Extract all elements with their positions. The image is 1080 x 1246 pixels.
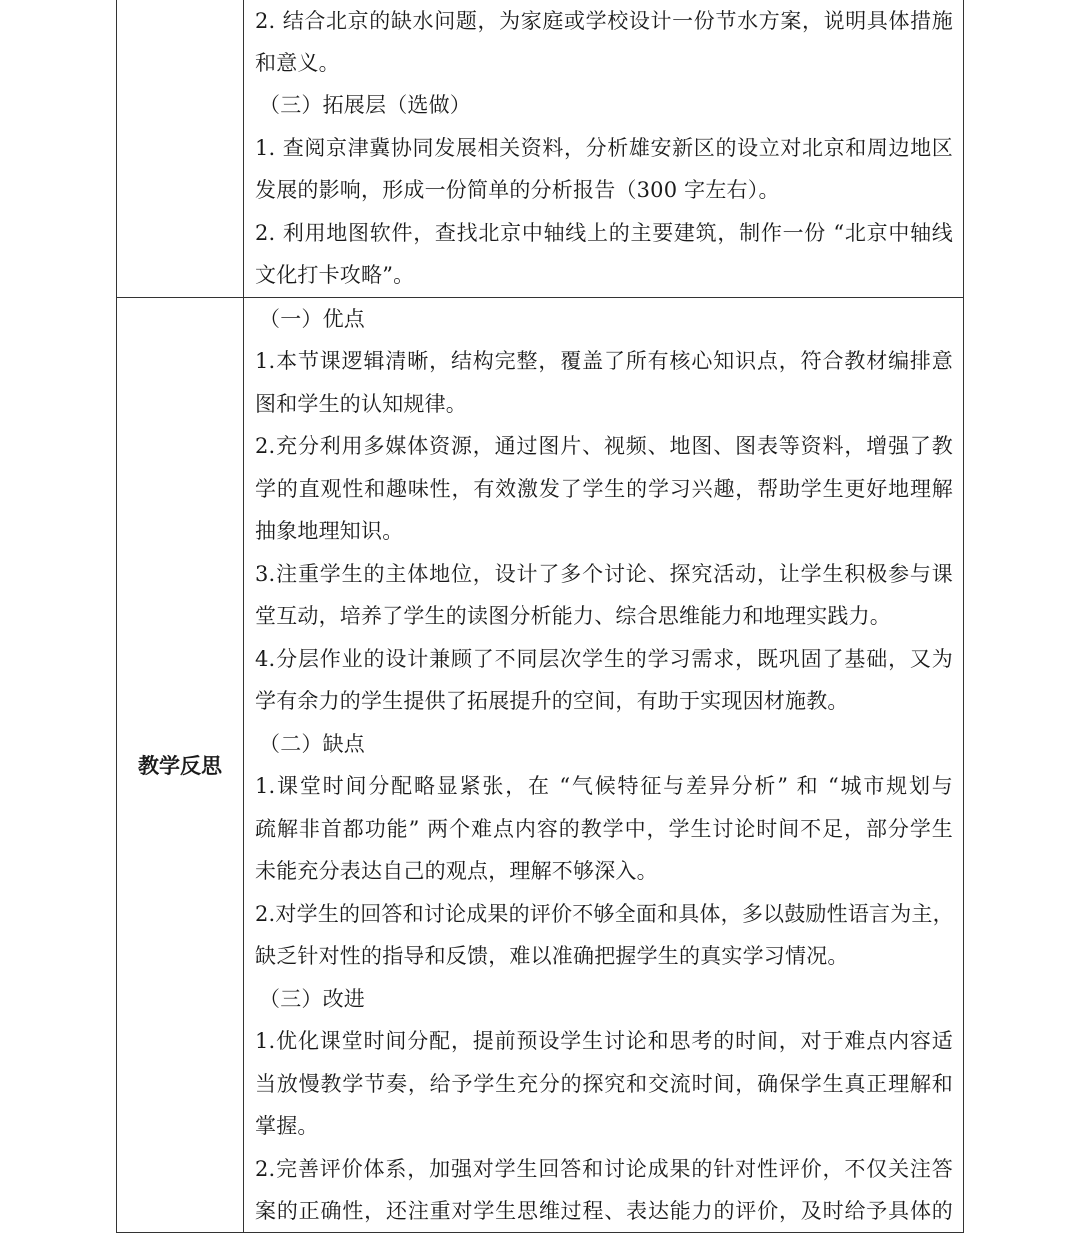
text-line: 4.分层作业的设计兼顾了不同层次学生的学习需求，既巩固了基础，又为 [255,647,953,671]
text-line: 2.对学生的回答和讨论成果的评价不够全面和具体，多以鼓励性语言为主， [255,902,954,926]
reflection-label: 教学反思 [117,298,244,1232]
text-line: 3.注重学生的主体地位，设计了多个讨论、探究活动，让学生积极参与课 [255,562,953,586]
text-line: 学的直观性和趣味性，有效激发了学生的学习兴趣，帮助学生更好地理解 [255,477,953,501]
text-line: 发展的影响，形成一份简单的分析报告（300 字左右）。 [255,178,780,202]
text-line: 1.课堂时间分配略显紧张，在 “气候特征与差异分析” 和 “城市规划与 [255,774,953,798]
text-line: 2. 利用地图软件，查找北京中轴线上的主要建筑，制作一份 “北京中轴线 [255,221,953,245]
text-line: 掌握。 [255,1114,319,1138]
homework-label-cell [117,0,244,297]
text-line: 当放慢教学节奏，给予学生充分的探究和交流时间，确保学生真正理解和 [255,1072,953,1096]
text-line: 1.优化课堂时间分配，提前预设学生讨论和思考的时间，对于难点内容适 [255,1029,953,1053]
section-heading: （一）优点 [259,307,365,331]
reflection-row [117,298,963,1232]
text-line: 2.完善评价体系，加强对学生回答和讨论成果的针对性评价，不仅关注答 [255,1157,953,1181]
text-line: 和意义。 [255,51,340,75]
text-line: 堂互动，培养了学生的读图分析能力、综合思维能力和地理实践力。 [255,604,891,628]
text-line: 未能充分表达自己的观点，理解不够深入。 [255,859,658,883]
text-line: 疏解非首都功能” 两个难点内容的教学中，学生讨论时间不足，部分学生 [255,817,953,841]
homework-row [117,0,963,298]
section-heading: （二）缺点 [259,732,365,756]
text-line: 缺乏针对性的指导和反馈，难以准确把握学生的真实学习情况。 [255,944,849,968]
reflection-content-cell [255,298,953,1232]
section-heading: （三）拓展层（选做） [259,93,471,117]
lesson-plan-table [116,0,964,1233]
text-line: 案的正确性，还注重对学生思维过程、表达能力的评价，及时给予具体的 [255,1199,953,1223]
text-line: 2.充分利用多媒体资源，通过图片、视频、地图、图表等资料，增强了教 [255,434,953,458]
text-line: 1. 查阅京津冀协同发展相关资料，分析雄安新区的设立对北京和周边地区 [255,136,953,160]
text-line: 2. 结合北京的缺水问题，为家庭或学校设计一份节水方案，说明具体措施 [255,9,953,33]
homework-content-cell [255,0,953,297]
text-line: 抽象地理知识。 [255,519,404,543]
text-line: 1.本节课逻辑清晰，结构完整，覆盖了所有核心知识点，符合教材编排意 [255,349,953,373]
section-heading: （三）改进 [259,987,365,1011]
text-line: 文化打卡攻略”。 [255,263,415,287]
text-line: 图和学生的认知规律。 [255,392,467,416]
text-line: 学有余力的学生提供了拓展提升的空间，有助于实现因材施教。 [255,689,849,713]
